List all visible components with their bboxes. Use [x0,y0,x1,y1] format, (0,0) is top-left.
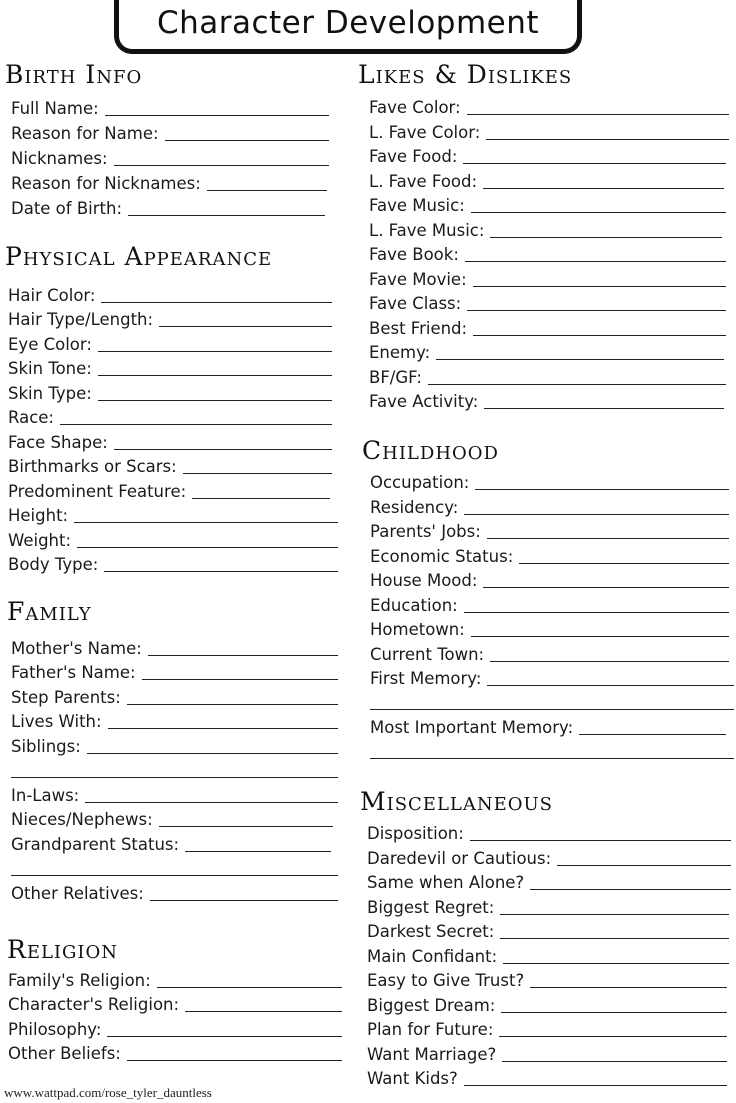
answer-line[interactable] [114,449,332,450]
answer-line[interactable] [114,165,329,166]
field-parents-jobs[interactable] [370,518,729,542]
answer-line[interactable] [490,237,722,238]
field-want-kids[interactable] [367,1065,727,1089]
field-fave-book[interactable] [369,241,726,265]
field-reason-for-name[interactable] [11,120,329,144]
field-label: Plan for Future: [367,1020,494,1039]
field-main-confidant[interactable] [367,943,729,967]
field-face-shape[interactable] [8,429,332,453]
section-heading-childhood: Childhood [362,436,499,465]
field-fathers-name[interactable] [11,659,338,683]
field-label: Occupation: [370,473,470,492]
answer-line[interactable] [60,424,332,425]
answer-line[interactable] [101,302,332,303]
page-title: Character Development [156,4,540,41]
answer-line[interactable] [483,587,729,588]
field-other-beliefs[interactable] [8,1040,342,1064]
field-label: Daredevil or Cautious: [367,849,552,868]
answer-line[interactable] [183,473,332,474]
field-in-laws[interactable] [11,782,338,806]
field-label: Skin Type: [8,384,92,403]
field-label: Same when Alone? [367,873,525,892]
field-label: Height: [8,506,69,525]
answer-line[interactable] [484,408,724,409]
field-least-fave-color[interactable] [369,119,729,143]
field-skin-type[interactable] [8,380,332,404]
field-occupation[interactable] [370,469,729,493]
answer-line[interactable] [464,514,729,515]
field-first-memory[interactable] [370,665,734,689]
field-label: Lives With: [11,712,102,731]
answer-line[interactable] [490,661,729,662]
answer-line[interactable] [500,914,729,915]
field-daredevil-or-cautious[interactable] [367,845,731,869]
answer-line[interactable] [207,190,327,191]
field-label: Hair Color: [8,286,96,305]
field-fave-music[interactable] [369,192,726,216]
answer-line-continued[interactable] [11,777,338,778]
answer-line[interactable] [104,571,338,572]
field-body-type[interactable] [8,551,338,575]
field-label: In-Laws: [11,786,80,805]
field-label: Other Beliefs: [8,1044,121,1063]
answer-line[interactable] [530,889,731,890]
field-label: L. Fave Music: [369,221,485,240]
answer-line[interactable] [579,734,726,735]
field-label: Fave Movie: [369,270,467,289]
field-nicknames[interactable] [11,145,329,169]
answer-line[interactable] [77,547,338,548]
field-label: Father's Name: [11,663,136,682]
field-label: Body Type: [8,555,99,574]
answer-line[interactable] [464,1085,727,1086]
field-plan-for-future[interactable] [367,1016,727,1040]
answer-line[interactable] [463,163,726,164]
field-label: Fave Food: [369,147,458,166]
answer-line[interactable] [74,522,338,523]
field-label: L. Fave Food: [369,172,478,191]
answer-line[interactable] [503,963,729,964]
answer-line[interactable] [98,375,332,376]
field-least-fave-music[interactable] [369,217,722,241]
field-want-marriage[interactable] [367,1041,727,1065]
answer-line[interactable] [473,335,726,336]
source-url-footer: www.wattpad.com/rose_tyler_dauntless [4,1085,212,1100]
field-other-relatives[interactable] [11,880,338,904]
field-fave-activity[interactable] [369,388,724,412]
field-label: Grandparent Status: [11,835,180,854]
answer-line[interactable] [519,563,729,564]
field-biggest-regret[interactable] [367,894,729,918]
field-label: Birthmarks or Scars: [8,457,177,476]
field-label: Hair Type/Length: [8,310,154,329]
answer-line[interactable] [108,728,338,729]
field-label: Character's Religion: [8,995,180,1014]
answer-line[interactable] [142,679,338,680]
answer-line[interactable] [150,900,338,901]
field-label: Siblings: [11,737,81,756]
answer-line-continued[interactable] [370,758,734,759]
section-heading-family: Family [7,597,92,626]
field-philosophy[interactable] [8,1016,342,1040]
answer-line[interactable] [470,840,731,841]
field-darkest-secret[interactable] [367,918,729,942]
field-eye-color[interactable] [8,331,332,355]
section-heading-physical-appearance: Physical Appearance [5,242,273,271]
answer-line[interactable] [107,1036,342,1037]
field-date-of-birth[interactable] [11,195,325,219]
answer-line[interactable] [87,753,338,754]
field-characters-religion[interactable] [8,991,342,1015]
field-label: Residency: [370,498,459,517]
field-label: Philosophy: [8,1020,102,1039]
answer-line[interactable] [499,1036,727,1037]
answer-line[interactable] [428,384,726,385]
section-heading-religion: Religion [7,935,119,964]
answer-line[interactable] [501,1012,727,1013]
field-education[interactable] [370,592,729,616]
field-predominent-feature[interactable] [8,478,330,502]
answer-line[interactable] [473,286,726,287]
field-bf-gf[interactable] [369,364,726,388]
answer-line[interactable] [464,612,729,613]
field-enemy[interactable] [369,339,724,363]
answer-line[interactable] [98,400,332,401]
field-race[interactable] [8,404,332,428]
field-label: Fave Book: [369,245,459,264]
field-label: Parents' Jobs: [370,522,481,541]
answer-line[interactable] [467,114,729,115]
section-heading-birth-info: Birth Info [5,60,143,89]
answer-line[interactable] [467,310,726,311]
field-label: Nicknames: [11,149,108,168]
field-label: L. Fave Color: [369,123,481,142]
field-label: Most Important Memory: [370,718,574,737]
answer-line[interactable] [502,1061,727,1062]
field-label: Easy to Give Trust? [367,971,525,990]
section-heading-likes-dislikes: Likes & Dislikes [358,60,573,89]
field-step-parents[interactable] [11,684,338,708]
field-label: Economic Status: [370,547,514,566]
answer-line[interactable] [471,212,726,213]
answer-line[interactable] [127,1060,342,1061]
answer-line[interactable] [159,326,332,327]
title-box [114,0,582,54]
field-easy-to-give-trust[interactable] [367,967,727,991]
answer-line-continued[interactable] [11,875,338,876]
answer-line[interactable] [157,987,342,988]
field-label: Full Name: [11,99,99,118]
field-label: Biggest Dream: [367,996,496,1015]
field-hair-type-length[interactable] [8,306,332,330]
field-fave-color[interactable] [369,94,729,118]
answer-line[interactable] [192,498,330,499]
field-skin-tone[interactable] [8,355,332,379]
field-least-fave-food[interactable] [369,168,724,192]
section-heading-miscellaneous: Miscellaneous [360,787,554,816]
field-fave-class[interactable] [369,290,726,314]
answer-line-continued[interactable] [370,709,734,710]
field-label: Current Town: [370,645,485,664]
field-hometown[interactable] [370,616,729,640]
answer-line[interactable] [465,261,726,262]
field-house-mood[interactable] [370,567,729,591]
field-disposition[interactable] [367,820,731,844]
answer-line[interactable] [98,351,332,352]
field-label: Family's Religion: [8,971,151,990]
field-economic-status[interactable] [370,543,729,567]
field-label: First Memory: [370,669,482,688]
field-label: Want Marriage? [367,1045,497,1064]
answer-line[interactable] [105,115,329,116]
field-label: Biggest Regret: [367,898,495,917]
answer-line[interactable] [159,826,333,827]
answer-line[interactable] [487,538,729,539]
field-siblings[interactable] [11,733,338,757]
field-label: Fave Class: [369,294,462,313]
field-lives-with[interactable] [11,708,338,732]
field-current-town[interactable] [370,641,729,665]
field-familys-religion[interactable] [8,967,342,991]
field-weight[interactable] [8,527,338,551]
field-mothers-name[interactable] [11,635,338,659]
field-label: Hometown: [370,620,465,639]
field-hair-color[interactable] [8,282,332,306]
field-label: Enemy: [369,343,431,362]
field-nieces-nephews[interactable] [11,806,333,830]
field-birthmarks-or-scars[interactable] [8,453,332,477]
answer-line[interactable] [500,938,729,939]
answer-line[interactable] [486,139,729,140]
answer-line[interactable] [487,685,734,686]
field-label: Disposition: [367,824,464,843]
field-label: Weight: [8,531,72,550]
answer-line[interactable] [128,215,325,216]
field-label: Step Parents: [11,688,121,707]
field-grandparent-status[interactable] [11,831,331,855]
field-label: Fave Music: [369,196,465,215]
answer-line[interactable] [483,188,724,189]
field-best-friend[interactable] [369,315,726,339]
answer-line[interactable] [185,851,331,852]
field-label: Fave Activity: [369,392,479,411]
field-height[interactable] [8,502,338,526]
field-label: Main Confidant: [367,947,498,966]
field-same-when-alone[interactable] [367,869,731,893]
field-label: Eye Color: [8,335,92,354]
field-label: Race: [8,408,54,427]
field-label: Darkest Secret: [367,922,495,941]
field-label: Mother's Name: [11,639,142,658]
answer-line[interactable] [436,359,724,360]
field-label: Reason for Nicknames: [11,174,201,193]
field-residency[interactable] [370,494,729,518]
field-full-name[interactable] [11,95,329,119]
answer-line[interactable] [557,865,731,866]
field-label: Education: [370,596,458,615]
field-label: Fave Color: [369,98,461,117]
field-label: Nieces/Nephews: [11,810,153,829]
field-label: Best Friend: [369,319,468,338]
field-label: Other Relatives: [11,884,144,903]
field-reason-for-nicknames[interactable] [11,170,327,194]
field-most-important-memory[interactable] [370,714,726,738]
answer-line[interactable] [475,489,729,490]
field-label: House Mood: [370,571,478,590]
answer-line[interactable] [165,140,329,141]
answer-line[interactable] [530,987,727,988]
answer-line[interactable] [148,655,338,656]
field-label: Predominent Feature: [8,482,187,501]
field-label: Date of Birth: [11,199,123,218]
field-label: Reason for Name: [11,124,159,143]
answer-line[interactable] [127,704,338,705]
field-biggest-dream[interactable] [367,992,727,1016]
field-fave-food[interactable] [369,143,726,167]
field-label: Face Shape: [8,433,108,452]
answer-line[interactable] [185,1011,342,1012]
answer-line[interactable] [85,802,338,803]
field-label: Want Kids? [367,1069,458,1088]
field-label: Skin Tone: [8,359,92,378]
answer-line[interactable] [471,636,729,637]
field-fave-movie[interactable] [369,266,726,290]
field-label: BF/GF: [369,368,422,387]
